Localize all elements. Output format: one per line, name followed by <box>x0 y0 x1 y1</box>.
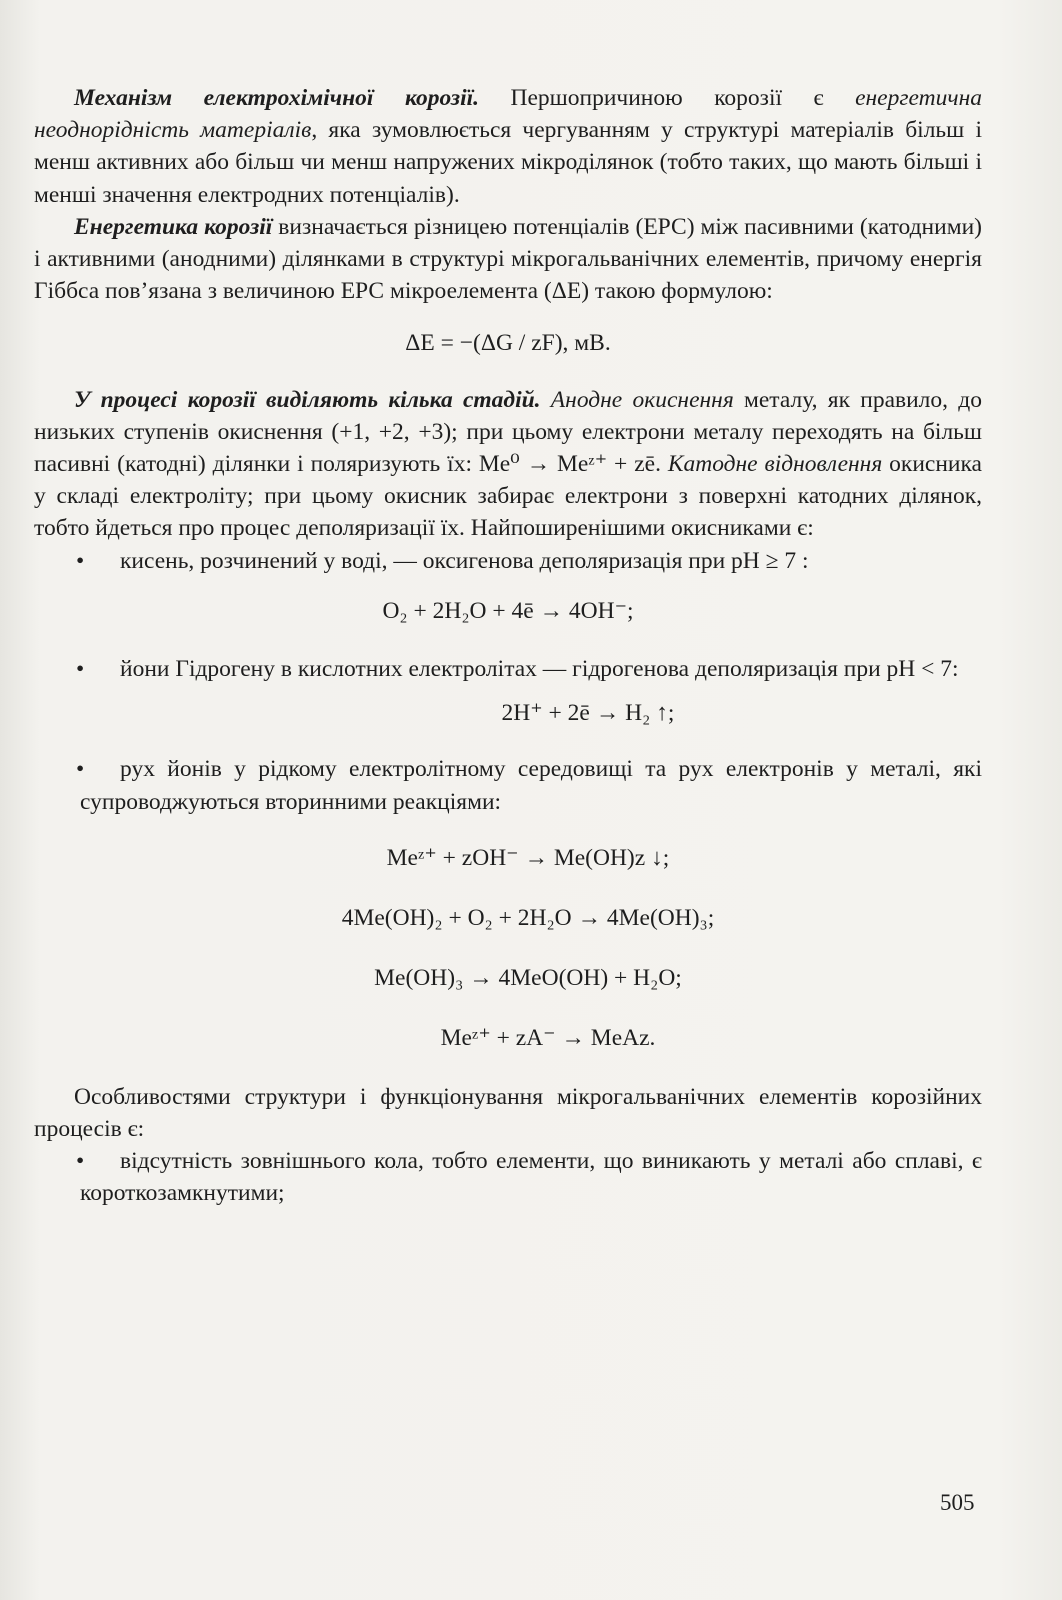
bullet-item <box>34 545 982 577</box>
bullet-icon: • <box>76 547 85 574</box>
paragraph-text: Особливостями структури і функціонування мікрогальванічних елементів корозійних процесів є: <box>34 1083 982 1142</box>
paragraph-lead: У процесі корозії виділяють кілька стадій. <box>74 386 541 413</box>
paragraph-features <box>34 1081 982 1145</box>
paragraph-italic: Анодне окиснення <box>540 386 734 413</box>
bullet-text: йони Гідрогену в кислотних електролітах — гідрогенова деполяризація при pH < 7: <box>120 656 959 683</box>
paragraph-italic: Катодне відновлення <box>660 451 883 478</box>
formula-secondary-1: Meᶻ⁺ + zOH⁻ → Me(OH)z ↓; <box>386 844 670 871</box>
bullet-icon: • <box>76 656 85 683</box>
paragraph-text: , яка зумовлюється чергуванням у структурі матеріалів більш і менш активних або більш чи менш напружених мікроділянок (тобто таких, що мають більші і менші значення електродних потенціалів). <box>34 117 982 208</box>
paragraph-lead: Механізм електрохімічної корозії. <box>74 85 480 111</box>
bullet-text: рух йонів у рідкому електролітному середовищі та рух електронів у металі, які супроводжуються вторинними реакціями: <box>80 756 982 815</box>
formula-secondary-2: 4Me(OH)₂ + O₂ + 2H₂O → 4Me(OH)₃; <box>341 905 715 932</box>
formula-oxygen: O₂ + 2H₂O + 4ē → 4OH⁻; <box>382 597 634 624</box>
formula-secondary-3: Me(OH)₃ → 4MeO(OH) + H₂O; <box>374 965 682 992</box>
formula-emf: ΔE = −(ΔG / zF), мВ. <box>405 330 611 357</box>
paragraph-stages <box>34 384 982 545</box>
paragraph-text: визначається різницею потенціалів (ЕРС) між пасивними (катодними) і активними (анодними) ділянками в структурі мікрогальванічних елементів, причому енергія Гіббса пов’язана з величиною ЕРС мікроелемента (ΔE) такою формулою: <box>34 213 982 305</box>
paragraph-text: окисника у складі електроліту; при цьому окисник забирає електрони з поверхні катодних ділянок, тобто йдеться про процес деполяризації їх. Найпоширенішими окисниками є: <box>34 451 982 542</box>
inline-formula: Me⁰ → Meᶻ⁺ + zē. <box>478 451 661 478</box>
bullet-item <box>34 1145 982 1209</box>
bullet-text: кисень, розчинений у воді, — оксигенова деполяризація при pH ≥ 7 : <box>120 547 809 574</box>
formula-secondary-4: Meᶻ⁺ + zA⁻ → MeAz. <box>440 1025 656 1052</box>
page-number: 505 <box>940 1490 975 1515</box>
formula-hydrogen: 2H⁺ + 2ē → H₂ ↑; <box>501 700 675 727</box>
paragraph-text: Першопричиною корозії є <box>479 85 856 111</box>
bullet-icon: • <box>76 756 85 783</box>
paragraph-energetics <box>34 211 982 308</box>
bullet-icon: • <box>76 1148 85 1175</box>
bullet-item <box>34 753 982 817</box>
page-body <box>34 82 982 1209</box>
bullet-item <box>34 653 982 685</box>
paragraph-text: металу, як правило, до низьких ступенів окиснення (+1, +2, +3); при цьому електрони металу переходять на більш пасивні (катодні) ділянки і поляризують їх: <box>34 386 982 478</box>
paragraph-italic: енергетична неоднорідність матеріалів <box>34 85 982 144</box>
bullet-text: відсутність зовнішнього кола, тобто елементи, що виникають у металі або сплаві, є короткозамкнутими; <box>80 1148 982 1207</box>
paragraph-mechanism <box>34 82 982 211</box>
paragraph-lead: Енергетика корозії <box>74 213 273 240</box>
